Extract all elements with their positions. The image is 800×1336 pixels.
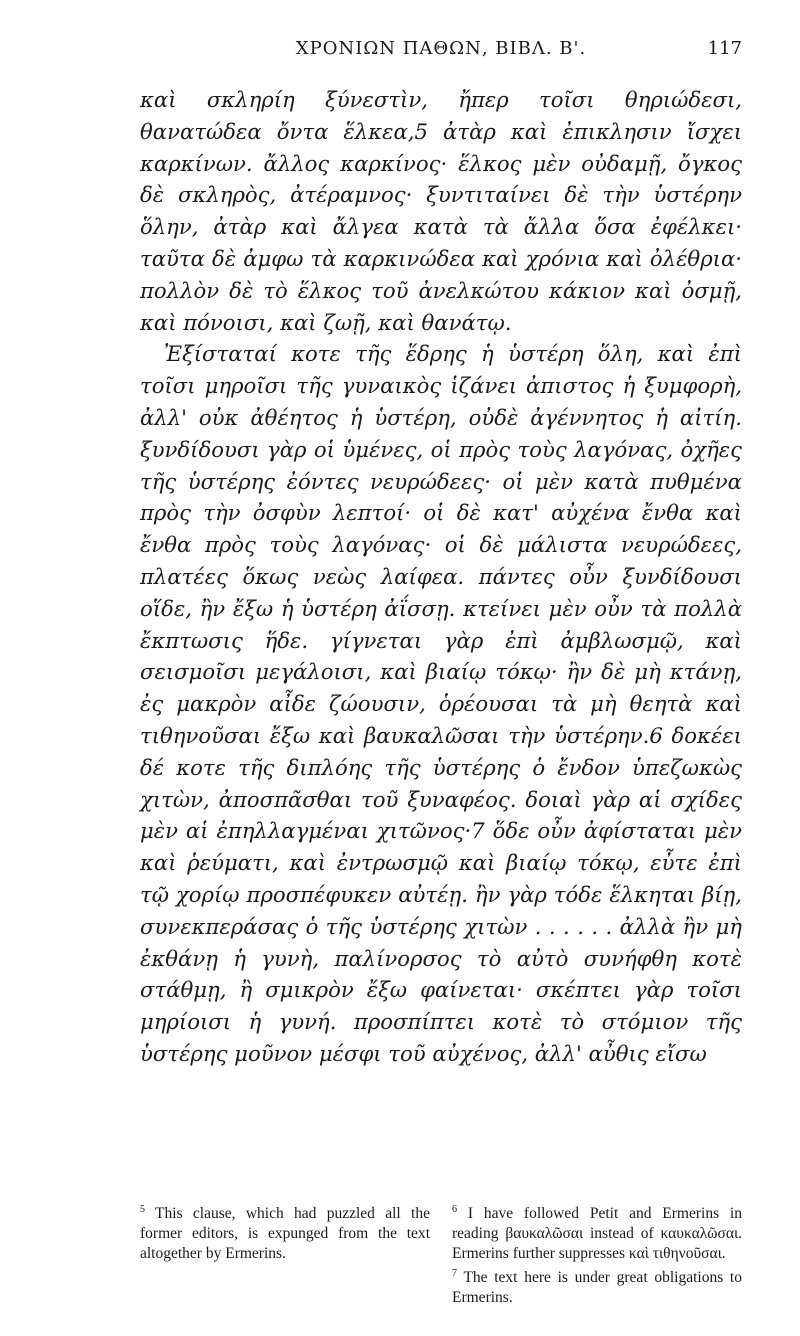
footnote-mark: 6 [452,1204,457,1215]
page-header [140,0,742,70]
footnote [140,1200,430,1264]
footnote-mark: 5 [140,1204,145,1215]
paragraph: καὶ σκληρίη ξύνεστὶν, ἤπερ τοῖσι θηριώδεσι, θανατώδεα ὄντα ἕλκεα,5 ἀτὰρ καὶ ἐπικλησιν ἴσχει καρκίνων. ἄλλος καρκίνος· ἕλκος μὲν οὐδαμῇ, ὄγκος δὲ σκληρὸς, ἀτέραμνος· ξυντιταίνει δὲ τὴν ὑστέρην ὅλην, ἀτὰρ καὶ ἄλγεα κατὰ τὰ ἄλλα ὅσα ἐφέλκει· ταῦτα δὲ ἀμφω τὰ καρκινώδεα καὶ χρόνια καὶ ὀλέθρια· πολλὸν δὲ τὸ ἕλκος τοῦ ἀνελκώτου κάκιον καὶ ὀσμῇ, καὶ πόνοισι, καὶ ζωῇ, καὶ θανάτῳ. [140,87,742,335]
footnote-mark: 7 [452,1268,457,1280]
body-text [140,84,742,1070]
footnote-text: This clause, which had puzzled all the former editors, is expunged from the text altogether by Ermerins. [140,1205,430,1263]
footnotes [140,1200,742,1308]
footnote-text: I have followed Petit and Ermerins in reading βαυκαλῶσαι instead of καυκαλῶσαι. Ermerins further suppresses καὶ τιθηνοῦσαι. [452,1205,742,1263]
footnote [452,1200,742,1264]
running-head: ΧΡΟΝΙΩΝ ΠΑΘΩΝ, ΒΙΒΛ. Β'. [295,38,587,59]
footnote [452,1264,742,1308]
paragraph: Ἐξίσταταί κοτε τῆς ἕδρης ἡ ὑστέρη ὅλη, καὶ ἐπὶ τοῖσι μηροῖσι τῆς γυναικὸς ἱζάνει ἀπιστος ἡ ξυμφορὴ, ἀλλ' οὐκ ἀθέητος ἡ ὑστέρη, οὐδὲ ἀγέννητος ἡ αἰτίη. ξυνδίδουσι γὰρ οἱ ὑμένες, οἱ πρὸς τοὺς λαγόνας, ὀχῆες τῆς ὑστέρης ἐόντες νευρώδεες· οἱ μὲν κατὰ πυθμένα πρὸς τὴν ὀσφὺν λεπτοί· οἱ δὲ κατ' αὐχένα ἔνθα καὶ ἔνθα πρὸς τοὺς λαγόνας· οἱ δὲ μάλιστα νευρώδεες, πλατέες ὅκως νεὼς λαίφεα. πάντες οὖν ξυνδίδουσι οἵδε, ἢν ἔξω ἡ ὑστέρη ἀΐσσῃ. κτείνει μὲν οὖν τὰ πολλὰ ἔκπτωσις ἥδε. γίγνεται γὰρ ἐπὶ ἀμβλωσμῷ, καὶ σεισμοῖσι μεγάλοισι, καὶ βιαίῳ τόκῳ· ἢν δὲ μὴ κτάνῃ, ἐς μακρὸν αἶδε ζώουσιν, ὁρέουσαι τὰ μὴ θεητὰ καὶ τιθηνοῦσαι ἔξω καὶ βαυκαλῶσαι τὴν ὑστέρην.6 δοκέει δέ κοτε τῆς διπλόης τῆς ὑστέρης ὁ ἔνδον ὑπεζωκὼς χιτὼν, ἀποσπᾶσθαι τοῦ ξυναφέος. δοιαὶ γὰρ αἱ σχίδες μὲν αἱ ἐπηλλαγμέναι χιτῶνος·7 ὅδε οὖν ἀφίσταται μὲν καὶ ῥεύματι, καὶ ἐντρωσμῷ καὶ βιαίῳ τόκῳ, εὖτε ἐπὶ τῷ χορίῳ προσπέφυκεν αὐτέῃ. ἢν γὰρ τόδε ἕλκηται βίῃ, συνεκπεράσας ὁ τῆς ὑστέρης χιτὼν . . . . . . ἀλλὰ ἢν μὴ ἐκθάνῃ ἡ γυνὴ, παλίνορσος τὸ αὐτὸ συνήφθη κοτὲ στάθμῃ, ἢ σμικρὸν ἔξω φαίνεται· σκέπτει γὰρ τοῖσι μηρίοισι ἡ γυνή. προσπίπτει κοτὲ τὸ στόμιον τῆς ὑστέρης μοῦνον μέσφι τοῦ αὐχένος, ἀλλ' αὖθις εἴσω [140,341,742,1066]
page-number: 117 [707,38,742,59]
footnote-text: The text here is under great obligations to Ermerins. [452,1269,742,1307]
